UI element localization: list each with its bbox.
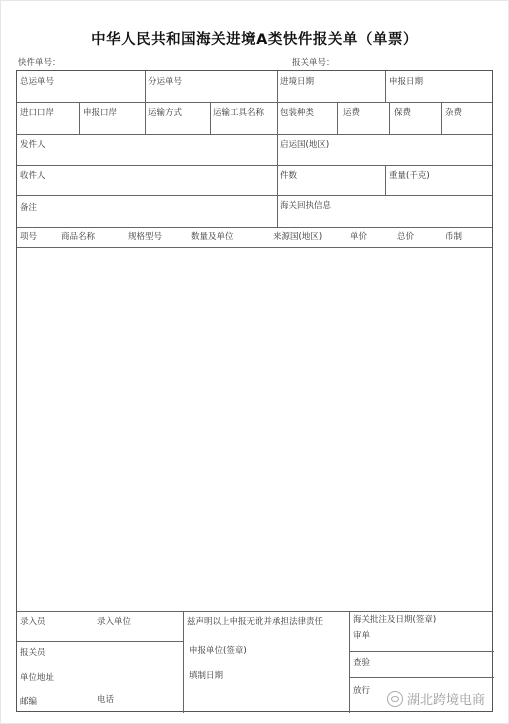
goods-col-spec: 规格型号	[128, 232, 163, 242]
transport-mode-label: 运输方式	[148, 108, 183, 118]
watermark	[387, 689, 485, 708]
row-divider	[17, 134, 492, 135]
row-divider	[17, 195, 492, 196]
col-divider	[441, 102, 442, 134]
goods-col-item-no: 项号	[20, 232, 38, 242]
declare-date-label: 申报日期	[389, 77, 424, 87]
misc-fee-label: 杂费	[445, 108, 463, 118]
postcode-label: 邮编	[20, 697, 38, 707]
declaring-unit-label: 申报单位(签章)	[189, 646, 247, 656]
goods-col-total: 总价	[397, 232, 415, 242]
receiver-label: 收件人	[20, 171, 46, 181]
row-divider	[17, 165, 492, 166]
watermark-text: 湖北跨境电商	[406, 693, 485, 708]
master-waybill-label: 总运单号	[20, 77, 55, 87]
col-divider	[210, 102, 211, 134]
vehicle-name-label: 运输工具名称	[213, 108, 265, 118]
declaration-statement: 兹声明以上申报无讹并承担法律责任	[187, 617, 324, 627]
declaration-form-table	[16, 70, 493, 712]
sub-waybill-label: 分运单号	[148, 77, 183, 87]
col-divider	[389, 102, 390, 134]
goods-col-quantity: 数量及单位	[191, 232, 234, 242]
footer-right-divider	[349, 677, 494, 678]
footer-right-divider	[349, 651, 494, 652]
package-type-label: 包装种类	[280, 108, 315, 118]
col-divider	[385, 71, 386, 102]
footer-left-divider	[17, 641, 183, 642]
entry-clerk-label: 录入员	[20, 617, 46, 627]
phone-label: 电话	[97, 695, 115, 705]
form-title: 中华人民共和国海关进境A类快件报关单（单票）	[91, 32, 418, 48]
sender-label: 发件人	[20, 140, 46, 150]
freight-label: 运费	[343, 108, 361, 118]
row-divider	[17, 102, 492, 103]
remarks-label: 备注	[20, 203, 38, 213]
col-divider	[337, 102, 338, 134]
declarant-label: 报关员	[20, 648, 46, 658]
unit-address-label: 单位地址	[20, 673, 55, 683]
goods-header-divider	[17, 247, 492, 248]
review-label: 审单	[353, 631, 371, 641]
fill-date-label: 填制日期	[189, 671, 224, 681]
footer-divider	[17, 611, 492, 612]
declaration-number-label: 报关单号：	[292, 58, 335, 68]
goods-col-currency: 币制	[445, 232, 463, 242]
insurance-label: 保费	[394, 108, 412, 118]
col-divider	[277, 71, 278, 227]
customs-approval-label: 海关批注及日期(签章)	[353, 615, 437, 625]
express-number-label: 快件单号：	[18, 58, 61, 68]
goods-col-unit-price: 单价	[350, 232, 368, 242]
footer-col-divider	[183, 611, 184, 713]
col-divider	[145, 102, 146, 134]
col-divider	[79, 102, 80, 134]
footer-col-divider	[349, 611, 350, 713]
weight-label: 重量(千克)	[389, 171, 430, 181]
customs-receipt-info-label: 海关回执信息	[280, 201, 332, 211]
wechat-icon	[387, 691, 403, 707]
release-label: 放行	[353, 686, 371, 696]
goods-col-name: 商品名称	[61, 232, 96, 242]
col-divider	[385, 165, 386, 195]
goods-col-origin: 来源国(地区)	[273, 232, 323, 242]
col-divider	[145, 71, 146, 102]
entry-date-label: 进境日期	[280, 77, 315, 87]
inspection-label: 查验	[353, 658, 371, 668]
origin-country-label: 启运国(地区)	[280, 140, 330, 150]
row-divider	[17, 227, 492, 228]
entry-unit-label: 录入单位	[97, 617, 132, 627]
declare-port-label: 申报口岸	[83, 108, 118, 118]
pieces-label: 件数	[280, 171, 298, 181]
entry-port-label: 进口口岸	[20, 108, 55, 118]
